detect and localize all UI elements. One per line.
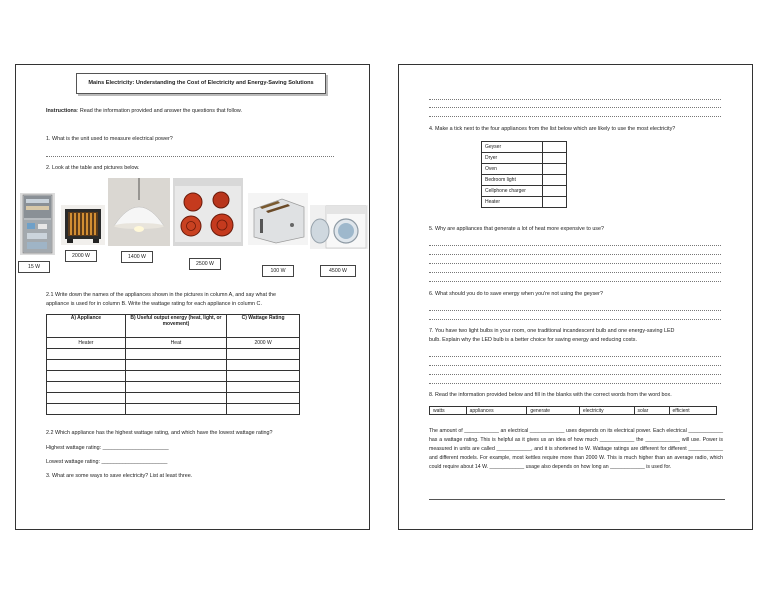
- table-cell: Heater: [47, 338, 126, 349]
- column-header-wattage: C) Wattage Rating: [227, 315, 300, 338]
- question-2-1-line-2: appliance is used for in column B. Write the wattage rating for each appliance in column C.: [46, 301, 262, 307]
- instructions-text: : Read the information provided and answer the questions that follow.: [76, 108, 242, 114]
- answer-line[interactable]: [429, 499, 725, 500]
- question-3: 3. What are some ways to save electricity? List at least three.: [46, 473, 193, 479]
- tick-list-table: [481, 141, 567, 208]
- lowest-wattage-label: Lowest wattage rating:: [46, 459, 100, 465]
- tick-row: [482, 186, 567, 197]
- tick-row: [482, 164, 567, 175]
- word-box-item: watts: [430, 407, 467, 415]
- word-box-item: electricity: [579, 407, 634, 415]
- table-cell[interactable]: [47, 371, 126, 382]
- highest-wattage-label: Highest wattage rating:: [46, 445, 102, 451]
- table-row[interactable]: [47, 382, 300, 393]
- table-cell[interactable]: [125, 371, 226, 382]
- heater-image: [61, 205, 105, 245]
- column-header-appliance: A) Appliance: [47, 315, 126, 338]
- tick-box[interactable]: [543, 186, 567, 197]
- answer-line-q1[interactable]: [46, 156, 334, 157]
- table-row[interactable]: [47, 371, 300, 382]
- tick-box[interactable]: [543, 142, 567, 153]
- table-row[interactable]: [47, 349, 300, 360]
- wattage-badge-fridge: 15 W: [18, 261, 50, 273]
- stove-image: [173, 178, 243, 246]
- word-box-item: efficient: [669, 407, 716, 415]
- table-cell: Heat: [125, 338, 226, 349]
- question-1: 1. What is the unit used to measure electrical power?: [46, 136, 173, 142]
- word-box-item: appliances: [466, 407, 527, 415]
- tick-item: Dryer: [482, 153, 543, 164]
- fridge-image: [20, 193, 55, 255]
- question-5: 5. Why are appliances that generate a lot of heat more expensive to use?: [429, 226, 605, 232]
- answer-line[interactable]: [429, 107, 721, 108]
- answer-line[interactable]: [429, 254, 721, 255]
- tick-row: [482, 197, 567, 208]
- answer-line[interactable]: [429, 319, 721, 320]
- table-cell[interactable]: [47, 360, 126, 371]
- table-cell[interactable]: [125, 404, 226, 415]
- tick-row: [482, 175, 567, 186]
- worksheet-title: Mains Electricity: Understanding the Cost of Electricity and Energy-Saving Solutions: [76, 73, 326, 94]
- answer-line[interactable]: [429, 263, 721, 264]
- table-cell[interactable]: [47, 404, 126, 415]
- wattage-badge-toaster: 100 W: [262, 265, 294, 277]
- tick-row: [482, 142, 567, 153]
- question-7-line-1: 7. You have two light bulbs in your room, one traditional incandescent bulb and one energy-saving LED: [429, 328, 675, 334]
- worksheet-page-1: [15, 64, 370, 530]
- lowest-wattage-blank[interactable]: ______________________: [101, 459, 168, 465]
- worksheet-page-2: [398, 64, 753, 530]
- question-2-2: 2.2 Which appliance has the highest wattage rating, and which have the lowest wattage rating?: [46, 430, 273, 436]
- question-8: 8. Read the information provided below and fill in the blanks with the correct words from the word box.: [429, 392, 672, 398]
- answer-line[interactable]: [429, 245, 721, 246]
- appliance-table: [46, 314, 300, 415]
- toaster-image: [248, 193, 308, 245]
- question-4: 4. Make a tick next to the four appliances from the list below which are likely to use the most electricity?: [429, 126, 676, 132]
- table-cell[interactable]: [125, 360, 226, 371]
- highest-wattage-row: [46, 445, 169, 452]
- tick-row: [482, 153, 567, 164]
- question-6: 6. What should you do to save energy when you're not using the geyser?: [429, 291, 603, 297]
- tick-item: Cellphone charger: [482, 186, 543, 197]
- tick-box[interactable]: [543, 153, 567, 164]
- table-cell: 2000 W: [227, 338, 300, 349]
- tick-item: Bedroom light: [482, 175, 543, 186]
- highest-wattage-blank[interactable]: ______________________: [102, 445, 169, 451]
- lamp-image: [108, 178, 170, 246]
- answer-line[interactable]: [429, 365, 721, 366]
- word-box: [429, 406, 717, 415]
- tick-box[interactable]: [543, 164, 567, 175]
- wattage-badge-washing-machine: 4500 W: [320, 265, 356, 277]
- table-cell[interactable]: [125, 393, 226, 404]
- table-row: [47, 338, 300, 349]
- instructions-label: Instructions: [46, 108, 77, 114]
- column-header-output-energy: B) Useful output energy (heat, light, or movement): [125, 315, 226, 338]
- washing-machine-image: [310, 205, 368, 249]
- table-row[interactable]: [47, 393, 300, 404]
- question-2: 2. Look at the table and pictures below.: [46, 165, 140, 171]
- wattage-badge-heater: 2000 W: [65, 250, 97, 262]
- instructions: [46, 108, 242, 115]
- table-cell[interactable]: [227, 371, 300, 382]
- answer-line[interactable]: [429, 272, 721, 273]
- answer-line[interactable]: [429, 99, 721, 100]
- answer-line[interactable]: [429, 356, 721, 357]
- question-2-1-line-1: 2.1 Write down the names of the appliances shown in the pictures in column A, and say what the: [46, 292, 277, 298]
- table-cell[interactable]: [125, 349, 226, 360]
- table-row[interactable]: [47, 360, 300, 371]
- answer-line[interactable]: [429, 310, 721, 311]
- word-box-item: solar: [634, 407, 669, 415]
- table-cell[interactable]: [47, 393, 126, 404]
- wattage-badge-lamp: 1400 W: [121, 251, 153, 263]
- table-cell[interactable]: [227, 360, 300, 371]
- word-box-row: [430, 407, 717, 415]
- table-header-row: [47, 315, 300, 338]
- answer-line[interactable]: [429, 116, 721, 117]
- table-cell[interactable]: [125, 382, 226, 393]
- table-cell[interactable]: [227, 382, 300, 393]
- tick-box[interactable]: [543, 175, 567, 186]
- word-box-item: generate: [527, 407, 580, 415]
- table-cell[interactable]: [47, 382, 126, 393]
- answer-line[interactable]: [429, 281, 721, 282]
- table-row[interactable]: [47, 404, 300, 415]
- wattage-badge-stove: 2500 W: [189, 258, 221, 270]
- question-7-line-2: bulb. Explain why the LED bulb is a better choice for saving energy and reducing costs.: [429, 337, 637, 343]
- answer-line[interactable]: [429, 374, 721, 375]
- answer-line[interactable]: [429, 383, 721, 384]
- table-cell[interactable]: [227, 404, 300, 415]
- tick-item: Heater: [482, 197, 543, 208]
- tick-item: Oven: [482, 164, 543, 175]
- table-cell[interactable]: [227, 393, 300, 404]
- tick-item: Geyser: [482, 142, 543, 153]
- fill-in-paragraph[interactable]: The amount of ____________ an electrical ____________ uses depends on its electrical power. Each electrical ____________ has a wattage rating. This is helpful as it gives us an idea of how much ____________ the ____________ will use. Power is measured in units are called ____________, and it is shortened to W. Wattage ratings are different for different ____________ and different models. For example, most kettles require more than 2000 W. This is much higher than an average radio, which could require about 14 W. ____________ usage also depends on how long an ____________ is used for.: [429, 428, 723, 470]
- table-cell[interactable]: [47, 349, 126, 360]
- tick-box[interactable]: [543, 197, 567, 208]
- lowest-wattage-row: [46, 459, 167, 466]
- table-cell[interactable]: [227, 349, 300, 360]
